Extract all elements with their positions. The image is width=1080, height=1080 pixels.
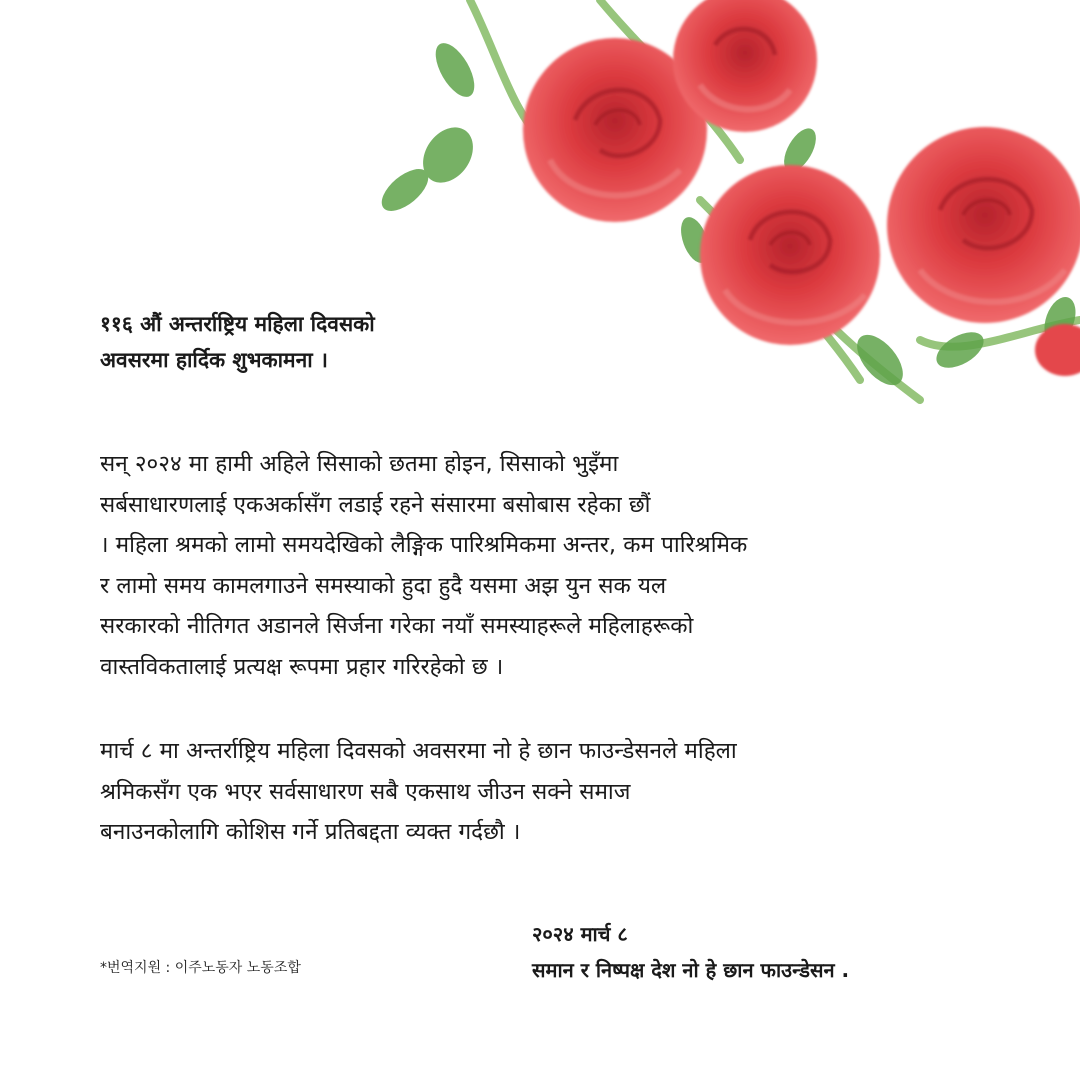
paragraph-line: सरकारको नीतिगत अडानले सिर्जना गरेका नयाँ समस्याहरूले महिलाहरूको bbox=[100, 613, 694, 639]
heading-line: अवसरमा हार्दिक शुभकामना । bbox=[100, 348, 328, 372]
leaf-shape bbox=[930, 325, 989, 375]
leaf-shape bbox=[428, 37, 482, 103]
commitment-paragraph bbox=[100, 731, 960, 853]
paragraph-line: बनाउनकोलागि कोशिस गर्ने प्रतिबद्दता व्यक्त गर्दछौ । bbox=[100, 819, 521, 845]
paragraph-line: मार्च ८ मा अन्तर्राष्ट्रिय महिला दिवसको अवसरमा नो हे छान फाउन्डेसनले महिला bbox=[100, 738, 737, 764]
signature-block bbox=[532, 916, 849, 988]
paragraph-line: र लामो समय कामलगाउने समस्याको हुदा हुदै यसमा अझ युन सक यल bbox=[100, 572, 667, 599]
paragraph-line: । महिला श्रमको लामो समयदेखिको लैङ्गिक पारिश्रमिकमा अन्तर, कम पारिश्रमिक bbox=[100, 532, 748, 558]
rose-flower bbox=[887, 127, 1080, 323]
translation-credit: *번역지원 : 이주노동자 노동조합 bbox=[100, 960, 301, 976]
paragraph-line: श्रमिकसँग एक भएर सर्वसाधारण सबै एकसाथ जीउन सक्ने समाज bbox=[100, 778, 631, 805]
paragraph-line: वास्तविकतालाई प्रत्यक्ष रूपमा प्रहार गरिरहेको छ । bbox=[100, 653, 504, 680]
heading-line: ११६ औं अन्तर्राष्ट्रिय महिला दिवसको bbox=[100, 312, 375, 336]
message-paragraph bbox=[100, 444, 960, 687]
signature-date: २०२४ मार्च ८ bbox=[532, 922, 628, 946]
paragraph-line: सन् २०२४ मा हामी अहिले सिसाको छतमा होइन, सिसाको भुइँमा bbox=[100, 451, 619, 477]
greeting-heading bbox=[100, 306, 520, 378]
signature-org: समान र निष्पक्ष देश नो हे छान फाउन्डेसन . bbox=[532, 958, 850, 982]
rose-flower bbox=[700, 165, 880, 345]
paragraph-line: सर्बसाधारणलाई एकअर्कासँग लडाई रहने संसारमा बसोबास रहेका छौं bbox=[100, 491, 651, 518]
